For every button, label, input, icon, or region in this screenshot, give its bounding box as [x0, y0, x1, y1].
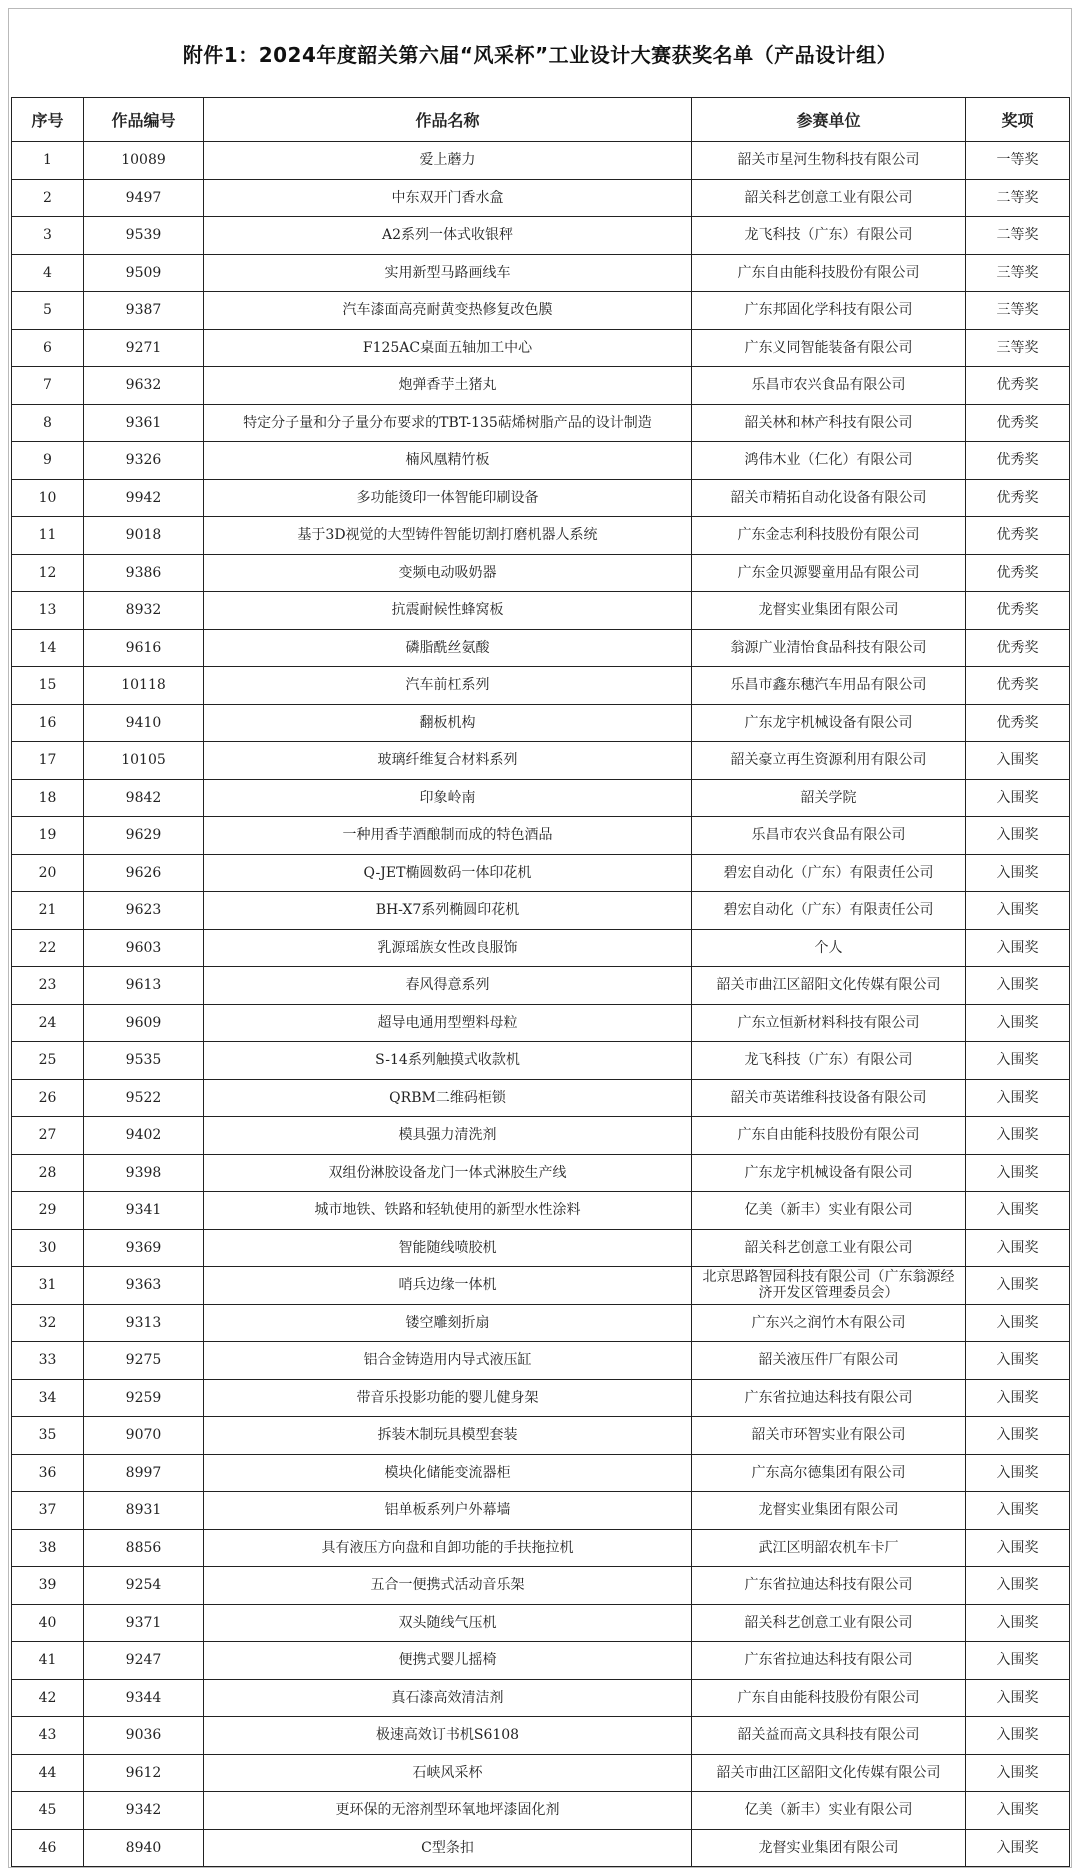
- cell-award: 入围奖: [966, 929, 1070, 967]
- cell-entry-number: 8932: [84, 592, 204, 630]
- cell-organization: 广东省拉迪达科技有限公司: [692, 1379, 966, 1417]
- cell-entry-number: 9247: [84, 1642, 204, 1680]
- cell-entry-number: 9369: [84, 1229, 204, 1267]
- cell-entry-name: 基于3D视觉的大型铸件智能切割打磨机器人系统: [204, 517, 692, 555]
- cell-award: 入围奖: [966, 1304, 1070, 1342]
- table-row: [12, 1567, 1070, 1605]
- table-row: [12, 1004, 1070, 1042]
- cell-index: 24: [12, 1004, 84, 1042]
- cell-award: 优秀奖: [966, 442, 1070, 480]
- cell-index: 42: [12, 1679, 84, 1717]
- cell-organization: 龙督实业集团有限公司: [692, 1829, 966, 1867]
- cell-organization: 韶关市英诺维科技设备有限公司: [692, 1079, 966, 1117]
- cell-index: 35: [12, 1417, 84, 1455]
- cell-entry-number: 9371: [84, 1604, 204, 1642]
- cell-index: 36: [12, 1454, 84, 1492]
- table-row: [12, 1492, 1070, 1530]
- cell-organization: 北京思路智园科技有限公司（广东翁源经济开发区管理委员会）: [692, 1267, 966, 1305]
- cell-entry-number: 9271: [84, 329, 204, 367]
- cell-entry-number: 9623: [84, 892, 204, 930]
- cell-index: 21: [12, 892, 84, 930]
- cell-award: 入围奖: [966, 1267, 1070, 1305]
- cell-award: 优秀奖: [966, 367, 1070, 405]
- cell-entry-number: 9344: [84, 1679, 204, 1717]
- header-index: 序号: [12, 98, 84, 142]
- table-row: [12, 929, 1070, 967]
- cell-entry-name: A2系列一体式收银秤: [204, 217, 692, 255]
- table-row: [12, 967, 1070, 1005]
- cell-index: 32: [12, 1304, 84, 1342]
- cell-index: 31: [12, 1267, 84, 1305]
- cell-organization: 韶关林和林产科技有限公司: [692, 404, 966, 442]
- header-entry-number: 作品编号: [84, 98, 204, 142]
- cell-entry-name: 拆装木制玩具模型套装: [204, 1417, 692, 1455]
- cell-award: 入围奖: [966, 1679, 1070, 1717]
- table-row: [12, 142, 1070, 180]
- cell-entry-number: 9386: [84, 554, 204, 592]
- cell-entry-name: 双组份淋胶设备龙门一体式淋胶生产线: [204, 1154, 692, 1192]
- cell-entry-name: 翻板机构: [204, 704, 692, 742]
- table-row: [12, 1154, 1070, 1192]
- cell-award: 入围奖: [966, 1529, 1070, 1567]
- table-row: [12, 1754, 1070, 1792]
- cell-organization: 乐昌市农兴食品有限公司: [692, 367, 966, 405]
- table-row: [12, 1604, 1070, 1642]
- cell-award: 入围奖: [966, 1042, 1070, 1080]
- cell-entry-number: 9402: [84, 1117, 204, 1155]
- cell-award: 三等奖: [966, 329, 1070, 367]
- table-row: [12, 217, 1070, 255]
- cell-entry-name: 玻璃纤维复合材料系列: [204, 742, 692, 780]
- cell-entry-number: 9632: [84, 367, 204, 405]
- document-title: 附件1：2024年度韶关第六届“风采杯”工业设计大赛获奖名单（产品设计组）: [182, 42, 898, 67]
- cell-entry-name: 铝合金铸造用内导式液压缸: [204, 1342, 692, 1380]
- cell-index: 37: [12, 1492, 84, 1530]
- cell-award: 优秀奖: [966, 517, 1070, 555]
- cell-entry-name: 带音乐投影功能的婴儿健身架: [204, 1379, 692, 1417]
- cell-award: 入围奖: [966, 1567, 1070, 1605]
- cell-entry-number: 9609: [84, 1004, 204, 1042]
- cell-organization: 广东邦固化学科技有限公司: [692, 292, 966, 330]
- cell-index: 39: [12, 1567, 84, 1605]
- cell-entry-number: 9613: [84, 967, 204, 1005]
- table-row: [12, 1642, 1070, 1680]
- cell-entry-number: 9535: [84, 1042, 204, 1080]
- cell-entry-number: 10118: [84, 667, 204, 705]
- cell-entry-name: BH-X7系列椭圆印花机: [204, 892, 692, 930]
- table-row: [12, 892, 1070, 930]
- cell-organization: 广东自由能科技股份有限公司: [692, 1679, 966, 1717]
- cell-entry-number: 9410: [84, 704, 204, 742]
- cell-entry-name: 汽车漆面高亮耐黄变热修复改色膜: [204, 292, 692, 330]
- cell-entry-name: 五合一便携式活动音乐架: [204, 1567, 692, 1605]
- table-row: [12, 1267, 1070, 1305]
- table-row: [12, 704, 1070, 742]
- table-row: [12, 554, 1070, 592]
- cell-entry-number: 10089: [84, 142, 204, 180]
- cell-award: 优秀奖: [966, 629, 1070, 667]
- cell-organization: 鸿伟木业（仁化）有限公司: [692, 442, 966, 480]
- cell-entry-name: 磷脂酰丝氨酸: [204, 629, 692, 667]
- cell-organization: 韶关市星河生物科技有限公司: [692, 142, 966, 180]
- table-row: [12, 667, 1070, 705]
- cell-entry-name: 多功能烫印一体智能印刷设备: [204, 479, 692, 517]
- cell-entry-name: 更环保的无溶剂型环氧地坪漆固化剂: [204, 1792, 692, 1830]
- cell-award: 三等奖: [966, 254, 1070, 292]
- cell-entry-name: 中东双开门香水盒: [204, 179, 692, 217]
- cell-entry-number: 9342: [84, 1792, 204, 1830]
- cell-award: 入围奖: [966, 1342, 1070, 1380]
- cell-entry-number: 9603: [84, 929, 204, 967]
- cell-award: 一等奖: [966, 142, 1070, 180]
- cell-organization: 韶关市曲江区韶阳文化传媒有限公司: [692, 967, 966, 1005]
- cell-award: 优秀奖: [966, 554, 1070, 592]
- cell-organization: 广东兴之润竹木有限公司: [692, 1304, 966, 1342]
- table-row: [12, 1792, 1070, 1830]
- cell-index: 33: [12, 1342, 84, 1380]
- cell-entry-name: 变频电动吸奶器: [204, 554, 692, 592]
- cell-entry-number: 9018: [84, 517, 204, 555]
- cell-organization: 韶关市精拓自动化设备有限公司: [692, 479, 966, 517]
- cell-entry-name: 石峡风采杯: [204, 1754, 692, 1792]
- cell-index: 9: [12, 442, 84, 480]
- cell-index: 41: [12, 1642, 84, 1680]
- cell-organization: 龙飞科技（广东）有限公司: [692, 217, 966, 255]
- table-row: [12, 442, 1070, 480]
- cell-organization: 韶关益而高文具科技有限公司: [692, 1717, 966, 1755]
- cell-entry-number: 8997: [84, 1454, 204, 1492]
- cell-entry-number: 9398: [84, 1154, 204, 1192]
- cell-entry-name: 模具强力清洗剂: [204, 1117, 692, 1155]
- cell-entry-name: 乳源瑶族女性改良服饰: [204, 929, 692, 967]
- table-row: [12, 817, 1070, 855]
- cell-entry-number: 8931: [84, 1492, 204, 1530]
- cell-organization: 翁源广业清怡食品科技有限公司: [692, 629, 966, 667]
- table-row: [12, 1717, 1070, 1755]
- cell-index: 20: [12, 854, 84, 892]
- award-table: [11, 97, 1070, 1867]
- cell-award: 三等奖: [966, 292, 1070, 330]
- cell-entry-name: 真石漆高效清洁剂: [204, 1679, 692, 1717]
- cell-entry-name: 实用新型马路画线车: [204, 254, 692, 292]
- cell-index: 29: [12, 1192, 84, 1230]
- cell-index: 38: [12, 1529, 84, 1567]
- cell-entry-number: 9942: [84, 479, 204, 517]
- cell-entry-name: 便携式婴儿摇椅: [204, 1642, 692, 1680]
- cell-organization: 碧宏自动化（广东）有限责任公司: [692, 854, 966, 892]
- table-row: [12, 1417, 1070, 1455]
- cell-index: 44: [12, 1754, 84, 1792]
- cell-index: 15: [12, 667, 84, 705]
- cell-organization: 韶关市曲江区韶阳文化传媒有限公司: [692, 1754, 966, 1792]
- cell-award: 入围奖: [966, 1079, 1070, 1117]
- cell-award: 入围奖: [966, 1154, 1070, 1192]
- cell-entry-name: QRBM二维码柜锁: [204, 1079, 692, 1117]
- cell-entry-name: Q-JET椭圆数码一体印花机: [204, 854, 692, 892]
- cell-entry-name: S-14系列触摸式收款机: [204, 1042, 692, 1080]
- table-row: [12, 1829, 1070, 1867]
- cell-organization: 碧宏自动化（广东）有限责任公司: [692, 892, 966, 930]
- cell-index: 3: [12, 217, 84, 255]
- cell-index: 11: [12, 517, 84, 555]
- cell-index: 22: [12, 929, 84, 967]
- cell-award: 入围奖: [966, 1117, 1070, 1155]
- cell-award: 入围奖: [966, 1642, 1070, 1680]
- cell-organization: 韶关豪立再生资源利用有限公司: [692, 742, 966, 780]
- cell-entry-number: 9313: [84, 1304, 204, 1342]
- cell-entry-number: 9259: [84, 1379, 204, 1417]
- cell-award: 入围奖: [966, 967, 1070, 1005]
- header-entry-name: 作品名称: [204, 98, 692, 142]
- cell-entry-number: 9539: [84, 217, 204, 255]
- cell-organization: 个人: [692, 929, 966, 967]
- cell-index: 43: [12, 1717, 84, 1755]
- cell-entry-number: 9254: [84, 1567, 204, 1605]
- table-row: [12, 367, 1070, 405]
- cell-organization: 韶关科艺创意工业有限公司: [692, 1604, 966, 1642]
- table-row: [12, 1042, 1070, 1080]
- cell-index: 34: [12, 1379, 84, 1417]
- cell-entry-name: 一种用香芋酒酿制而成的特色酒品: [204, 817, 692, 855]
- cell-organization: 武江区明韶农机车卡厂: [692, 1529, 966, 1567]
- cell-index: 25: [12, 1042, 84, 1080]
- cell-entry-name: 超导电通用型塑料母粒: [204, 1004, 692, 1042]
- document-page: [8, 8, 1072, 1868]
- cell-index: 8: [12, 404, 84, 442]
- cell-award: 优秀奖: [966, 479, 1070, 517]
- table-row: [12, 1679, 1070, 1717]
- cell-index: 13: [12, 592, 84, 630]
- cell-award: 入围奖: [966, 1829, 1070, 1867]
- table-header-row: [12, 98, 1070, 142]
- cell-entry-number: 9629: [84, 817, 204, 855]
- table-row: [12, 1342, 1070, 1380]
- cell-entry-number: 9616: [84, 629, 204, 667]
- cell-entry-name: 铝单板系列户外幕墙: [204, 1492, 692, 1530]
- cell-index: 7: [12, 367, 84, 405]
- cell-award: 入围奖: [966, 1192, 1070, 1230]
- cell-organization: 龙督实业集团有限公司: [692, 1492, 966, 1530]
- cell-award: 二等奖: [966, 217, 1070, 255]
- table-row: [12, 1192, 1070, 1230]
- cell-index: 23: [12, 967, 84, 1005]
- cell-entry-number: 9509: [84, 254, 204, 292]
- cell-organization: 广东省拉迪达科技有限公司: [692, 1642, 966, 1680]
- table-row: [12, 254, 1070, 292]
- cell-organization: 韶关科艺创意工业有限公司: [692, 1229, 966, 1267]
- cell-organization: 广东自由能科技股份有限公司: [692, 1117, 966, 1155]
- cell-award: 入围奖: [966, 817, 1070, 855]
- table-row: [12, 742, 1070, 780]
- table-row: [12, 1529, 1070, 1567]
- cell-organization: 韶关液压件厂有限公司: [692, 1342, 966, 1380]
- table-row: [12, 1229, 1070, 1267]
- cell-organization: 乐昌市农兴食品有限公司: [692, 817, 966, 855]
- cell-entry-name: 特定分子量和分子量分布要求的TBT-135萜烯树脂产品的设计制造: [204, 404, 692, 442]
- cell-organization: 广东龙宇机械设备有限公司: [692, 1154, 966, 1192]
- cell-award: 入围奖: [966, 854, 1070, 892]
- cell-organization: 广东金贝源婴童用品有限公司: [692, 554, 966, 592]
- cell-organization: 亿美（新丰）实业有限公司: [692, 1792, 966, 1830]
- cell-entry-number: 9363: [84, 1267, 204, 1305]
- table-row: [12, 179, 1070, 217]
- table-row: [12, 779, 1070, 817]
- cell-award: 入围奖: [966, 1754, 1070, 1792]
- cell-index: 27: [12, 1117, 84, 1155]
- cell-index: 26: [12, 1079, 84, 1117]
- cell-entry-name: 抗震耐候性蜂窝板: [204, 592, 692, 630]
- cell-award: 入围奖: [966, 1717, 1070, 1755]
- cell-entry-number: 9341: [84, 1192, 204, 1230]
- cell-entry-name: 印象岭南: [204, 779, 692, 817]
- cell-entry-number: 9036: [84, 1717, 204, 1755]
- cell-award: 二等奖: [966, 179, 1070, 217]
- cell-index: 18: [12, 779, 84, 817]
- cell-organization: 韶关市环智实业有限公司: [692, 1417, 966, 1455]
- cell-award: 入围奖: [966, 1454, 1070, 1492]
- cell-entry-name: F125AC桌面五轴加工中心: [204, 329, 692, 367]
- cell-organization: 广东义同智能装备有限公司: [692, 329, 966, 367]
- cell-entry-number: 9361: [84, 404, 204, 442]
- cell-entry-number: 9070: [84, 1417, 204, 1455]
- cell-award: 优秀奖: [966, 667, 1070, 705]
- cell-entry-number: 10105: [84, 742, 204, 780]
- cell-entry-name: 具有液压方向盘和自卸功能的手扶拖拉机: [204, 1529, 692, 1567]
- cell-entry-number: 9522: [84, 1079, 204, 1117]
- cell-award: 入围奖: [966, 1004, 1070, 1042]
- cell-entry-name: 极速高效订书机S6108: [204, 1717, 692, 1755]
- cell-index: 14: [12, 629, 84, 667]
- cell-organization: 韶关科艺创意工业有限公司: [692, 179, 966, 217]
- cell-index: 5: [12, 292, 84, 330]
- header-award: 奖项: [966, 98, 1070, 142]
- cell-index: 30: [12, 1229, 84, 1267]
- cell-organization: 广东省拉迪达科技有限公司: [692, 1567, 966, 1605]
- cell-entry-name: 城市地铁、铁路和轻轨使用的新型水性涂料: [204, 1192, 692, 1230]
- table-row: [12, 1454, 1070, 1492]
- table-row: [12, 1304, 1070, 1342]
- cell-award: 入围奖: [966, 1604, 1070, 1642]
- cell-entry-name: 炮弹香芋土猪丸: [204, 367, 692, 405]
- cell-entry-number: 9626: [84, 854, 204, 892]
- cell-index: 45: [12, 1792, 84, 1830]
- table-row: [12, 329, 1070, 367]
- cell-index: 46: [12, 1829, 84, 1867]
- cell-organization: 龙督实业集团有限公司: [692, 592, 966, 630]
- table-row: [12, 854, 1070, 892]
- cell-entry-number: 9326: [84, 442, 204, 480]
- cell-award: 优秀奖: [966, 592, 1070, 630]
- table-row: [12, 292, 1070, 330]
- cell-entry-name: 双头随线气压机: [204, 1604, 692, 1642]
- cell-index: 2: [12, 179, 84, 217]
- cell-organization: 龙飞科技（广东）有限公司: [692, 1042, 966, 1080]
- cell-index: 10: [12, 479, 84, 517]
- cell-award: 入围奖: [966, 892, 1070, 930]
- table-row: [12, 629, 1070, 667]
- cell-award: 入围奖: [966, 1492, 1070, 1530]
- cell-entry-number: 9497: [84, 179, 204, 217]
- cell-organization: 广东龙宇机械设备有限公司: [692, 704, 966, 742]
- table-row: [12, 404, 1070, 442]
- cell-entry-name: 楠风凰精竹板: [204, 442, 692, 480]
- cell-award: 入围奖: [966, 1792, 1070, 1830]
- table-row: [12, 1117, 1070, 1155]
- cell-award: 入围奖: [966, 1229, 1070, 1267]
- cell-entry-number: 9275: [84, 1342, 204, 1380]
- cell-organization: 广东金志利科技股份有限公司: [692, 517, 966, 555]
- cell-entry-number: 9387: [84, 292, 204, 330]
- table-row: [12, 517, 1070, 555]
- cell-entry-name: 春风得意系列: [204, 967, 692, 1005]
- cell-index: 17: [12, 742, 84, 780]
- cell-entry-name: 汽车前杠系列: [204, 667, 692, 705]
- cell-entry-number: 8940: [84, 1829, 204, 1867]
- table-row: [12, 479, 1070, 517]
- cell-index: 16: [12, 704, 84, 742]
- table-row: [12, 1079, 1070, 1117]
- cell-entry-name: 哨兵边缘一体机: [204, 1267, 692, 1305]
- cell-index: 4: [12, 254, 84, 292]
- cell-index: 28: [12, 1154, 84, 1192]
- cell-organization: 乐昌市鑫东穗汽车用品有限公司: [692, 667, 966, 705]
- table-row: [12, 592, 1070, 630]
- cell-organization: 韶关学院: [692, 779, 966, 817]
- cell-entry-name: 智能随线喷胶机: [204, 1229, 692, 1267]
- cell-index: 12: [12, 554, 84, 592]
- cell-entry-number: 8856: [84, 1529, 204, 1567]
- cell-index: 19: [12, 817, 84, 855]
- cell-award: 优秀奖: [966, 404, 1070, 442]
- cell-award: 入围奖: [966, 1379, 1070, 1417]
- cell-organization: 亿美（新丰）实业有限公司: [692, 1192, 966, 1230]
- cell-entry-name: 镂空雕刻折扇: [204, 1304, 692, 1342]
- cell-award: 入围奖: [966, 1417, 1070, 1455]
- cell-organization: 广东高尔德集团有限公司: [692, 1454, 966, 1492]
- cell-entry-name: C型条扣: [204, 1829, 692, 1867]
- cell-organization: 广东自由能科技股份有限公司: [692, 254, 966, 292]
- cell-award: 入围奖: [966, 779, 1070, 817]
- cell-entry-name: 模块化储能变流器柜: [204, 1454, 692, 1492]
- cell-award: 入围奖: [966, 742, 1070, 780]
- cell-index: 1: [12, 142, 84, 180]
- cell-entry-name: 爱上蘑力: [204, 142, 692, 180]
- cell-entry-number: 9612: [84, 1754, 204, 1792]
- table-row: [12, 1379, 1070, 1417]
- cell-entry-number: 9842: [84, 779, 204, 817]
- cell-organization: 广东立恒新材料科技有限公司: [692, 1004, 966, 1042]
- cell-index: 6: [12, 329, 84, 367]
- cell-index: 40: [12, 1604, 84, 1642]
- header-organization: 参赛单位: [692, 98, 966, 142]
- cell-award: 优秀奖: [966, 704, 1070, 742]
